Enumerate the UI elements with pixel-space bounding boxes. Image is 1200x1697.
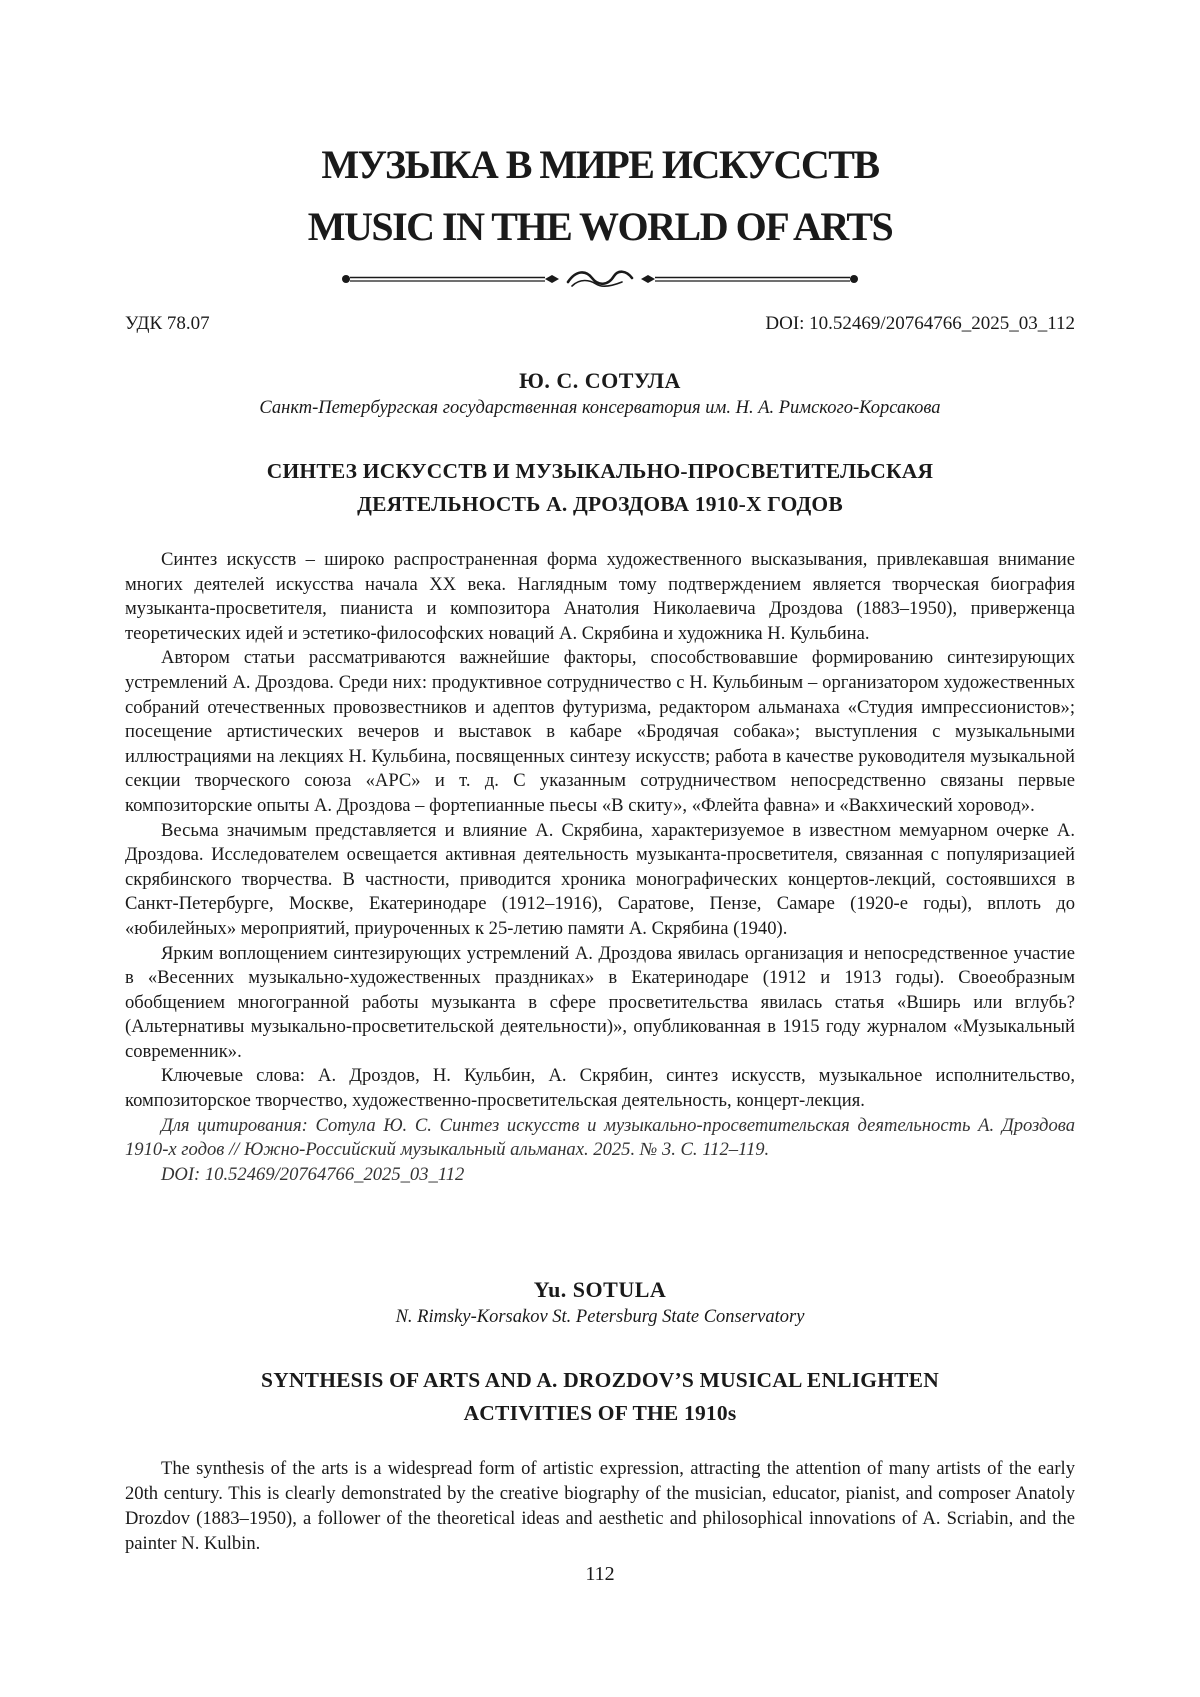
abstract-paragraph: Синтез искусств – широко распространенная форма художественного высказывания, привлекавшая внимание многих деятелей искусства начала XX века. Наглядным тому подтверждением является творческая биография музыканта-просветителя, пианиста и композитора Анатолия Николаевича Дроздова (1883–1950), приверженца теоретических идей и эстетико-философских новаций А. Скрябина и художника Н. Кульбина. xyxy=(125,549,1075,644)
abstract-paragraph: Автором статьи рассматриваются важнейшие факторы, способствовавшие формированию синтезирующих устремлений А. Дроздова. Среди них: продуктивное сотрудничество с Н. Кульбиным – организатором художественных собраний отечественных провозвестников и адептов футуризма, редактором альманаха «Студия импрессионистов»; посещение артистических вечеров и выставок в кабаре «Бродячая собака»; выступления с музыкальными иллюстрациями на лекциях Н. Кульбина, посвященных синтезу искусств; работа в качестве руководителя музыкальной секции творческого союза «АРС» и т. д. С указанным сотрудничеством непосредственно связаны первые композиторские опыты А. Дроздова – фортепианные пьесы «В скиту», «Флейта фавна» и «Вакхический хоровод». xyxy=(125,647,1075,816)
abstract-paragraph-en: The synthesis of the arts is a widespread form of artistic expression, attracting the attention of many artists of the early 20th century. This is clearly demonstrated by the creative biography of the musician, educator, pianist, and composer Anatoly Drozdov (1883–1950), a follower of the theoretical ideas and aesthetic and philosophical innovations of A. Scriabin, and the painter N. Kulbin. xyxy=(125,1458,1075,1554)
article-title-en-line2: ACTIVITIES OF THE 1910s xyxy=(463,1401,737,1425)
section-title-ru: МУЗЫКА В МИРЕ ИСКУССТВ xyxy=(321,142,879,187)
keywords-ru: Ключевые слова: А. Дроздов, Н. Кульбин, А. Скрябин, синтез искусств, музыкальное исполнительство, композиторское творчество, художественно-просветительская деятельность, концерт-лекция. xyxy=(125,1065,1075,1112)
author-name-ru: Ю. С. СОТУЛА xyxy=(519,368,681,393)
decorative-divider-icon xyxy=(340,266,860,292)
author-name-en: Yu. SOTULA xyxy=(533,1277,667,1302)
doi-code: DOI: 10.52469/20764766_2025_03_112 xyxy=(765,313,1075,334)
page-number: 112 xyxy=(585,1563,615,1585)
article-title-ru-line2: ДЕЯТЕЛЬНОСТЬ А. ДРОЗДОВА 1910-Х ГОДОВ xyxy=(357,492,843,516)
citation-ru: Для цитирования: Сотула Ю. С. Синтез искусств и музыкально-просветительская деятельность А. Дроздова 1910-х годов // Южно-Российский музыкальный альманах. 2025. № 3. С. 112–119. xyxy=(125,1114,1075,1161)
article-title-en xyxy=(125,1364,1075,1430)
abstract-en xyxy=(125,1456,1075,1556)
abstract-ru xyxy=(125,548,1075,1187)
udk-code: УДК 78.07 xyxy=(125,313,210,334)
section-title-en: MUSIC IN THE WORLD OF ARTS xyxy=(307,204,893,249)
affiliation-en: N. Rimsky-Korsakov St. Petersburg State Conservatory xyxy=(395,1307,805,1327)
article-title-en-line1: SYNTHESIS OF ARTS AND A. DROZDOV’S MUSICAL ENLIGHTEN xyxy=(261,1368,939,1392)
abstract-paragraph: Весьма значимым представляется и влияние А. Скрябина, характеризуемое в известном мемуарном очерке А. Дроздова. Исследователем освещается активная деятельность музыканта-просветителя, связанная с популяризацией скрябинского творчества. В частности, приводится хроника монографических концертов-лекций, состоявшихся в Санкт-Петербурге, Москве, Екатеринодаре (1912–1916), Саратове, Пензе, Самаре (1920-е годы), вплоть до «юбилейных» мероприятий, приуроченных к 25-летию памяти А. Скрябина (1940). xyxy=(125,819,1075,939)
citation-doi-ru: DOI: 10.52469/20764766_2025_03_112 xyxy=(161,1163,465,1185)
abstract-paragraph: Ярким воплощением синтезирующих устремлений А. Дроздова явилась организация и непосредственное участие в «Весенних музыкально-художественных праздниках» в Екатеринодаре (1912 и 1913 годы). Своеобразным обобщением многогранной работы музыканта в сфере просветительства явилась статья «Вширь или вглубь? (Альтернативы музыкально-просветительской деятельности)», опубликованная в 1915 году журналом «Музыкальный современник». xyxy=(125,942,1075,1062)
article-title-ru xyxy=(125,455,1075,521)
affiliation-ru: Санкт-Петербургская государственная консерватория им. Н. А. Римского-Корсакова xyxy=(259,398,941,418)
article-title-ru-line1: СИНТЕЗ ИСКУССТВ И МУЗЫКАЛЬНО-ПРОСВЕТИТЕЛЬСКАЯ xyxy=(266,459,934,483)
